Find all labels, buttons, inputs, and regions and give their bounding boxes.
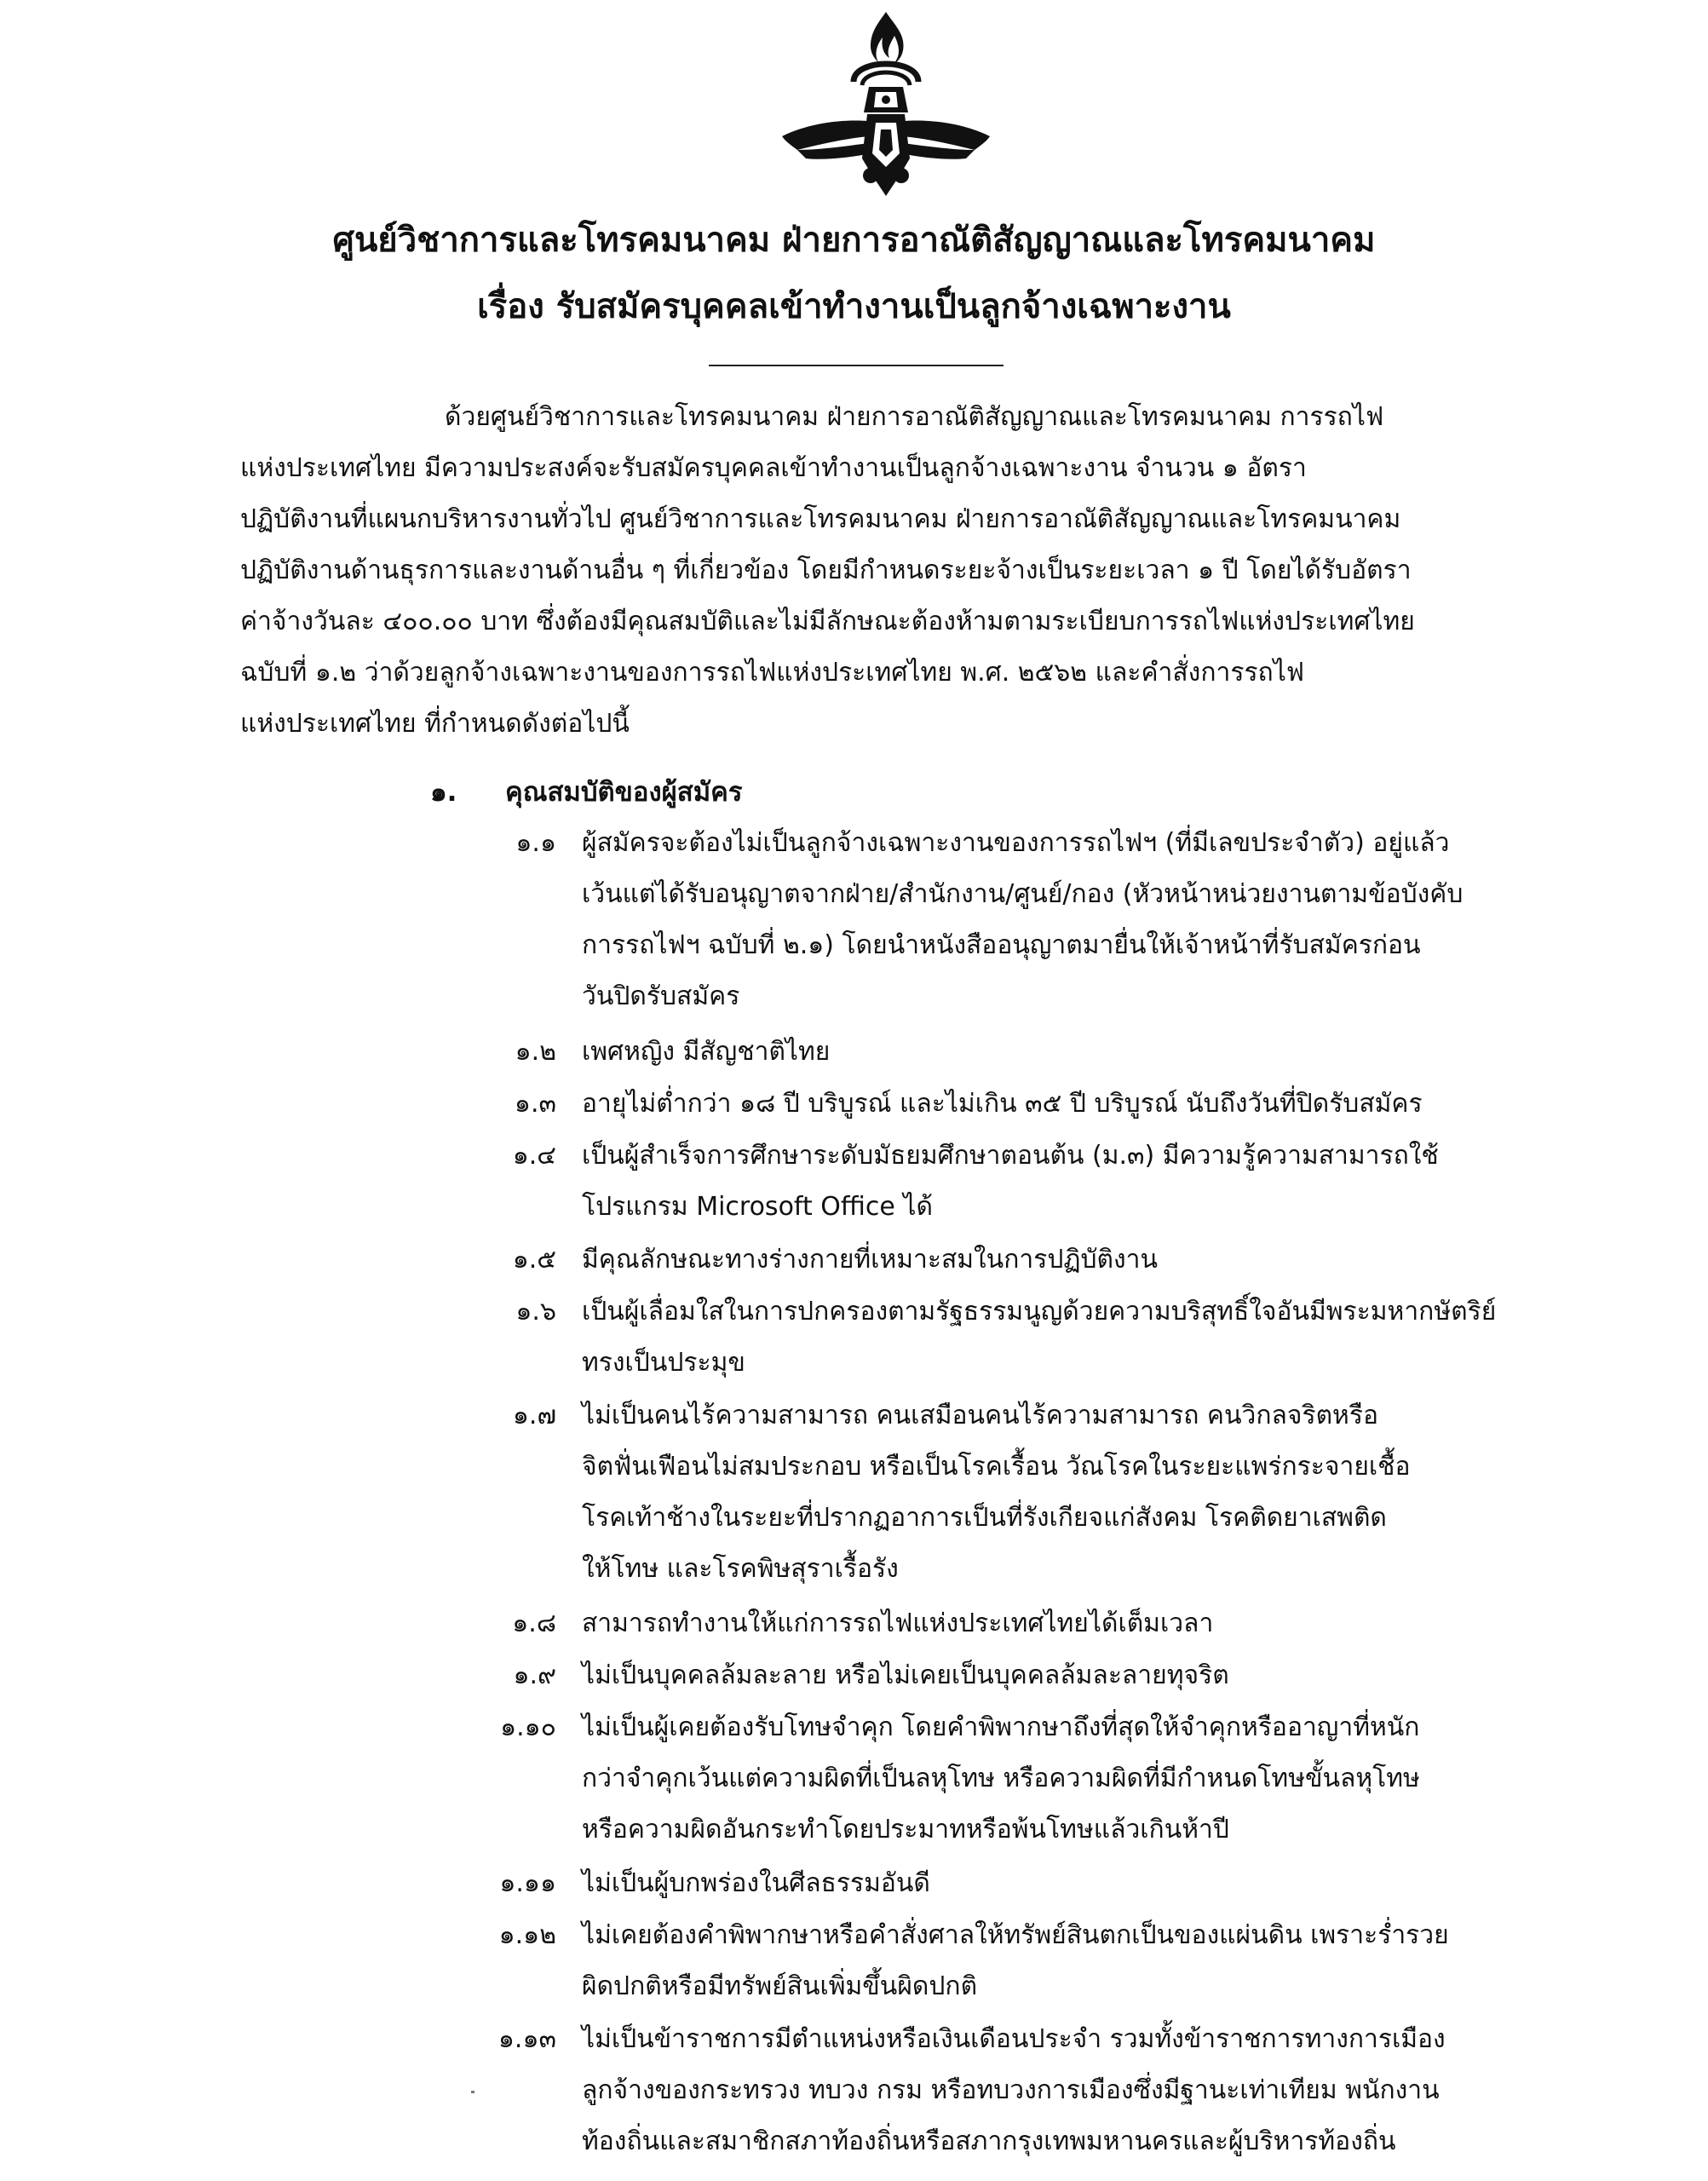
item-number: ๑.๑๑	[499, 1868, 556, 1898]
item-text: ไม่เป็นคนไร้ความสามารถ คนเสมือนคนไร้ความสามารถ คนวิกลจริตหรือ จิตฟั่นเฟือนไม่สมประกอบ หรือเป็นโรคเรื้อน วัณโรคในระยะแพร่กระจายเชื้อ โรคเท้าช้างในระยะที่ปรากฏอาการเป็นที่รังเกียจแก่สังคม โรคติดยาเสพติด ให้โทษ และโรคพิษสุราเรื้อรัง	[582, 1401, 1411, 1584]
item-number: ๑.๑๓	[497, 2024, 556, 2054]
intro-paragraph	[240, 392, 1542, 750]
document-subject: เรื่อง รับสมัครบุคคลเข้าทำงานเป็นลูกจ้างเฉพาะงาน	[477, 287, 1231, 326]
item-number: ๑.๗	[512, 1401, 556, 1430]
intro-line: แห่งประเทศไทย มีความประสงค์จะรับสมัครบุคคลเข้าทำงานเป็นลูกจ้างเฉพาะงาน จำนวน ๑ อัตรา	[240, 453, 1307, 483]
title-divider	[709, 365, 1004, 366]
intro-line: ด้วยศูนย์วิชาการและโทรคมนาคม ฝ่ายการอาณัติสัญญาณและโทรคมนาคม การรถไฟ	[445, 402, 1384, 432]
scan-speck	[471, 2091, 474, 2093]
item-number: ๑.๘	[512, 1608, 556, 1638]
item-text: ไม่เป็นผู้เคยต้องรับโทษจำคุก โดยคำพิพากษาถึงที่สุดให้จำคุกหรืออาญาที่หนัก กว่าจำคุกเว้นแต่ความผิดที่เป็นลหุโทษ หรือความผิดที่มีกำหนดโทษขั้นลหุโทษ หรือความผิดอันกระทำโดยประมาทหรือพ้นโทษแล้วเกินห้าปี	[582, 1712, 1420, 1844]
item-number: ๑.๖	[515, 1297, 556, 1326]
intro-line: ค่าจ้างวันละ ๔๐๐.๐๐ บาท ซึ่งต้องมีคุณสมบัติและไม่มีลักษณะต้องห้ามตามระเบียบการรถไฟแห่งประเทศไทย	[240, 607, 1415, 636]
item-text: เป็นผู้เลื่อมใสในการปกครองตามรัฐธรรมนูญด้วยความบริสุทธิ์ใจอันมีพระมหากษัตริย์ ทรงเป็นประมุข	[582, 1297, 1497, 1378]
item-text: ไม่เป็นผู้บกพร่องในศีลธรรมอันดี	[582, 1868, 930, 1898]
section-number: ๑.	[430, 777, 457, 808]
item-text: ไม่เป็นข้าราชการมีตำแหน่งหรือเงินเดือนประจำ รวมทั้งข้าราชการทางการเมือง ลูกจ้างของกระทรวง ทบวง กรม หรือทบวงการเมืองซึ่งมีฐานะเท่าเทียม พนักงาน ท้องถิ่นและสมาชิกสภาท้องถิ่นหรือสภากรุงเทพมหานครและผู้บริหารท้องถิ่น	[582, 2024, 1446, 2156]
item-number: ๑.๓	[514, 1089, 556, 1119]
item-text: เพศหญิง มีสัญชาติไทย	[582, 1037, 831, 1067]
intro-line: แห่งประเทศไทย ที่กำหนดดังต่อไปนี้	[240, 709, 630, 739]
intro-line: ปฏิบัติงานด้านธุรการและงานด้านอื่น ๆ ที่เกี่ยวข้อง โดยมีกำหนดระยะจ้างเป็นระยะเวลา ๑ ปี โดยได้รับอัตรา	[240, 555, 1412, 585]
item-number: ๑.๑๒	[498, 1920, 556, 1950]
item-text: ผู้สมัครจะต้องไม่เป็นลูกจ้างเฉพาะงานของการรถไฟฯ (ที่มีเลขประจำตัว) อยู่แล้ว เว้นแต่ได้รับอนุญาตจากฝ่าย/สำนักงาน/ศูนย์/กอง (หัวหน้าหน่วยงานตามข้อบังคับ การรถไฟฯ ฉบับที่ ๒.๑) โดยนำหนังสืออนุญาตมายื่นให้เจ้าหน้าที่รับสมัครก่อน วันปิดรับสมัคร	[582, 828, 1464, 1011]
item-text: อายุไม่ต่ำกว่า ๑๘ ปี บริบูรณ์ และไม่เกิน ๓๕ ปี บริบูรณ์ นับถึงวันที่ปิดรับสมัคร	[582, 1089, 1423, 1119]
section-title: คุณสมบัติของผู้สมัคร	[505, 777, 743, 808]
item-number: ๑.๒	[515, 1037, 556, 1067]
item-number: ๑.๔	[512, 1141, 556, 1171]
document-title: ศูนย์วิชาการและโทรคมนาคม ฝ่ายการอาณัติสัญญาณและโทรคมนาคม	[332, 221, 1376, 260]
intro-line: ปฏิบัติงานที่แผนกบริหารงานทั่วไป ศูนย์วิชาการและโทรคมนาคม ฝ่ายการอาณัติสัญญาณและโทรคมนาคม	[240, 504, 1401, 534]
item-number: ๑.๑๐	[500, 1712, 556, 1742]
item-text: มีคุณลักษณะทางร่างกายที่เหมาะสมในการปฏิบัติงาน	[582, 1245, 1159, 1275]
item-text: เป็นผู้สำเร็จการศึกษาระดับมัธยมศึกษาตอนต้น (ม.๓) มีความรู้ความสามารถใช้ โปรแกรม Microsoft Office ได้	[582, 1141, 1439, 1222]
item-text: สามารถทำงานให้แก่การรถไฟแห่งประเทศไทยได้เต็มเวลา	[582, 1608, 1214, 1638]
railway-emblem-icon	[775, 9, 997, 200]
item-number: ๑.๕	[512, 1245, 556, 1275]
item-text: ไม่เป็นบุคคลล้มละลาย หรือไม่เคยเป็นบุคคลล้มละลายทุจริต	[582, 1660, 1229, 1690]
item-number: ๑.๑	[515, 828, 556, 858]
item-number: ๑.๙	[513, 1660, 556, 1690]
intro-line: ฉบับที่ ๑.๒ ว่าด้วยลูกจ้างเฉพาะงานของการรถไฟแห่งประเทศไทย พ.ศ. ๒๕๖๒ และคำสั่งการรถไฟ	[240, 658, 1305, 688]
item-text: ไม่เคยต้องคำพิพากษาหรือคำสั่งศาลให้ทรัพย์สินตกเป็นของแผ่นดิน เพราะร่ำรวย ผิดปกติหรือมีทรัพย์สินเพิ่มขึ้นผิดปกติ	[582, 1920, 1449, 2001]
